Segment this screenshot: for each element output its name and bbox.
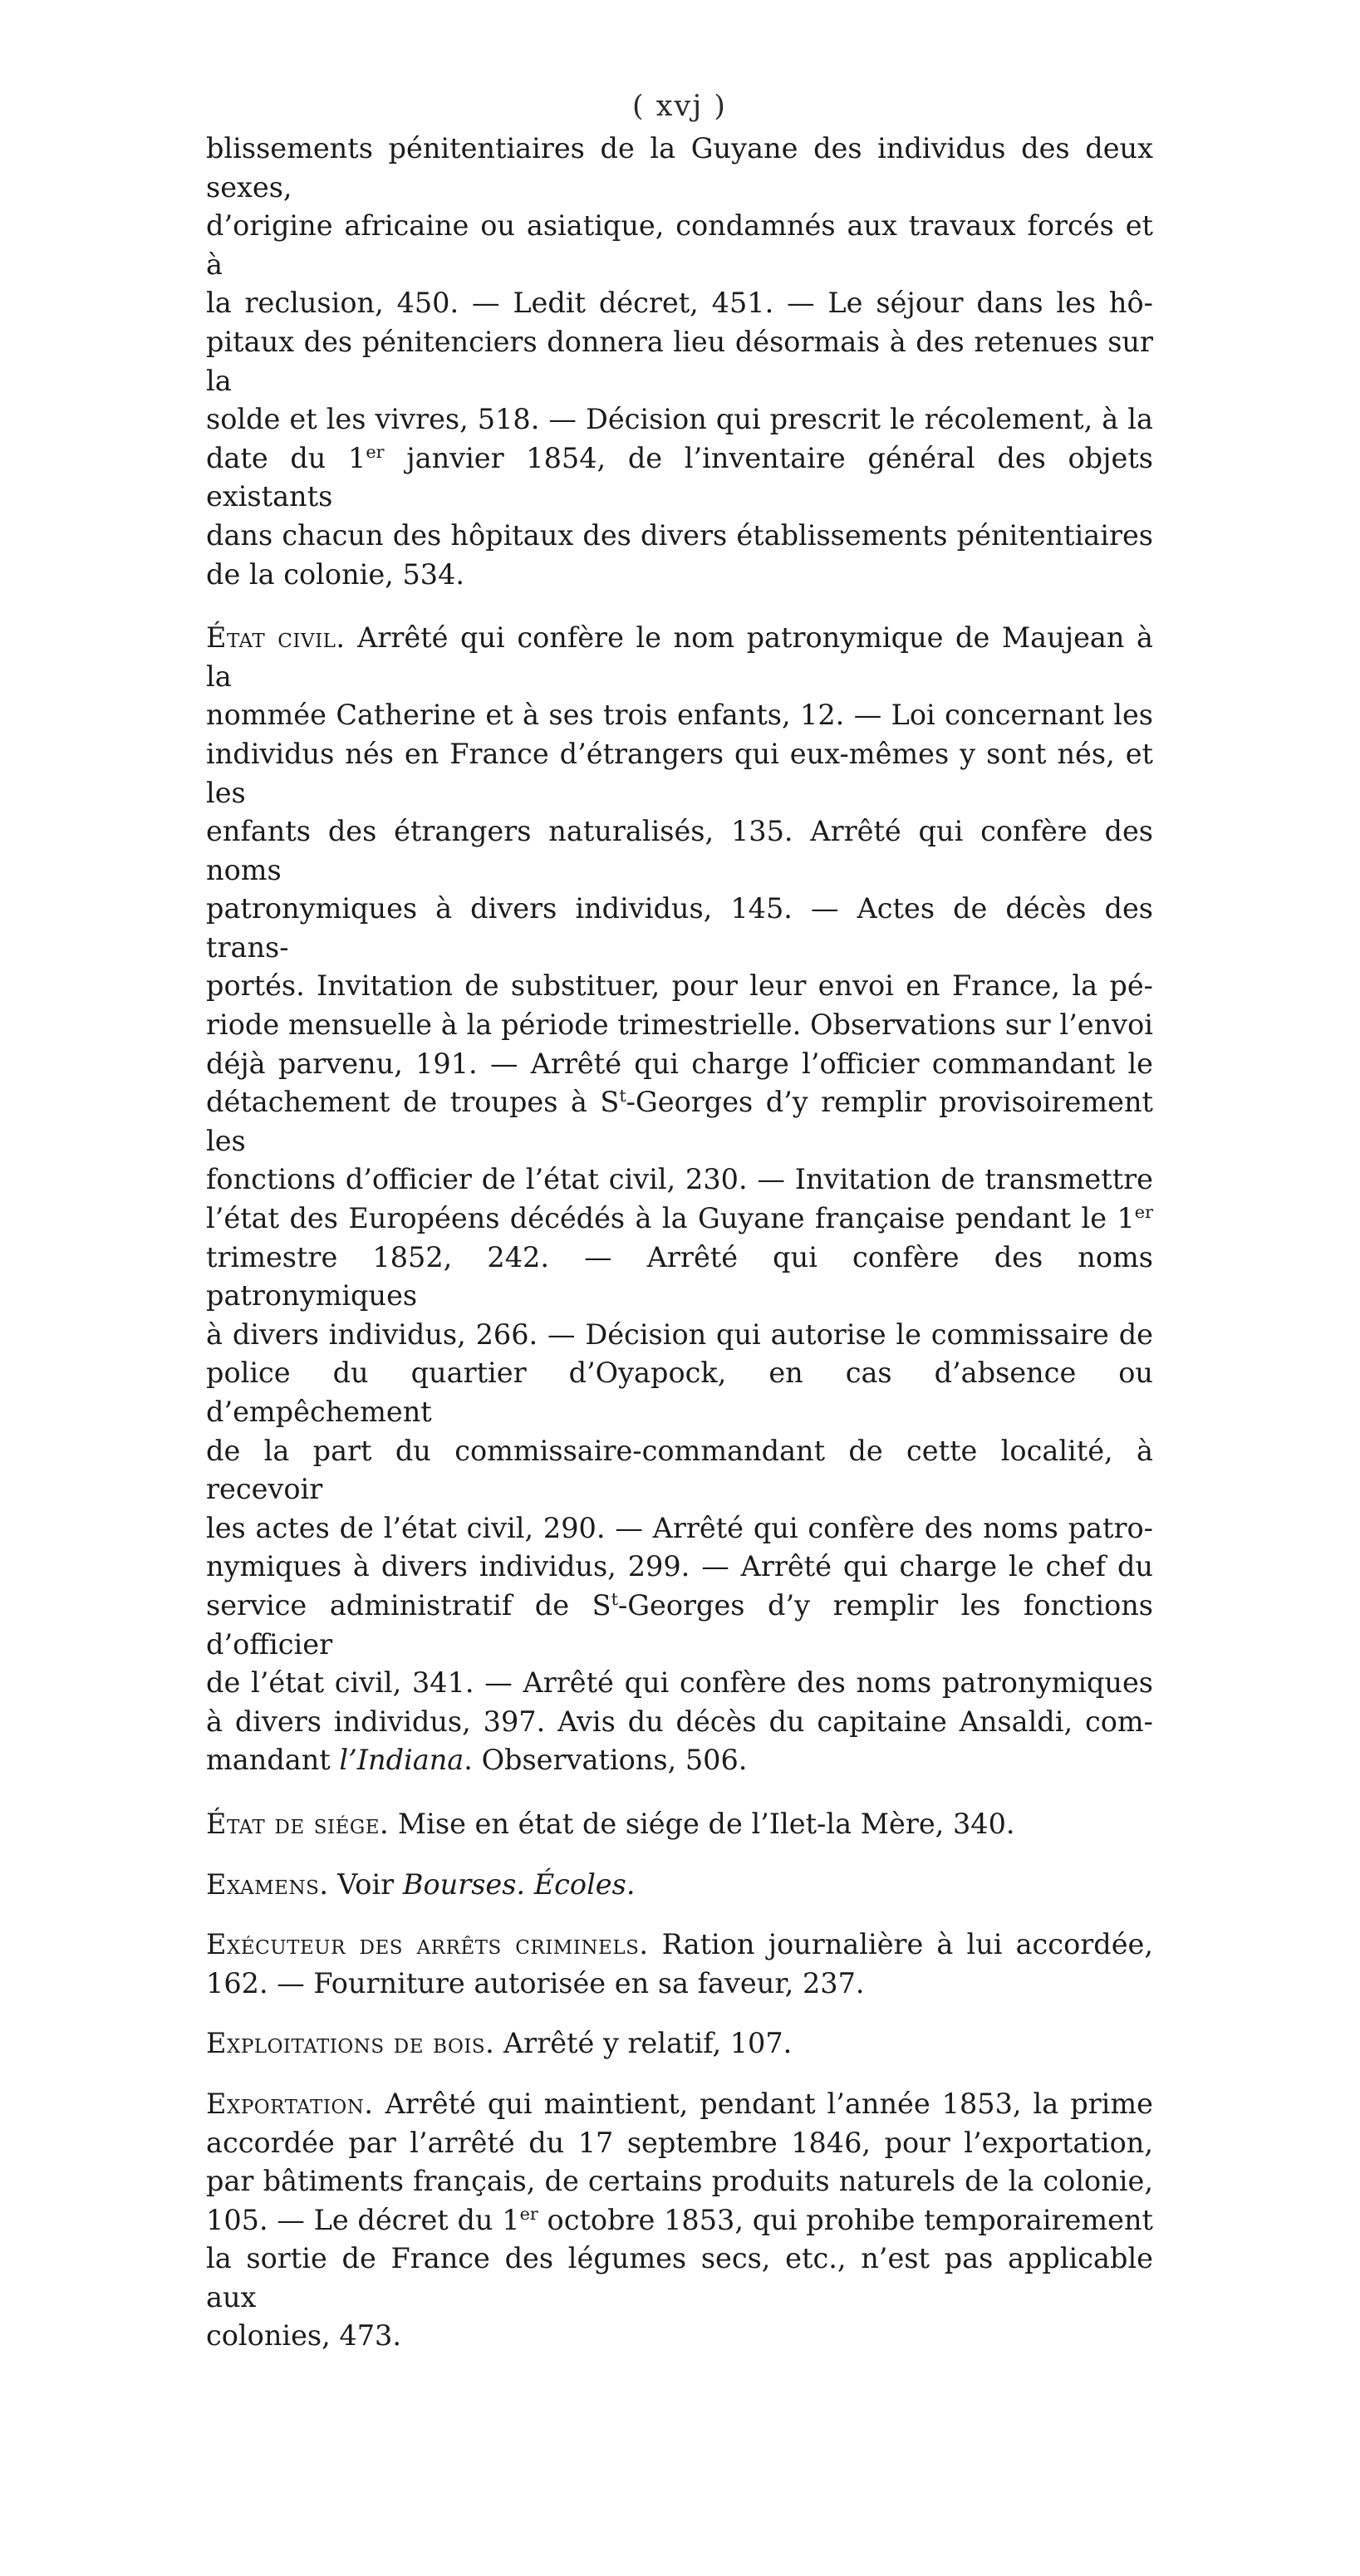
entry-line — [206, 400, 1153, 439]
entry-text: colonies, 473. — [206, 2319, 402, 2353]
entry-line — [206, 1866, 1153, 1905]
entry-line — [206, 1083, 1153, 1160]
entry-text: accordée par l’arrêté du 17 septembre 1846, pour l’exportation, — [206, 2126, 1153, 2159]
entry-line — [206, 2317, 1153, 2356]
index-entry-etablissements-continuation — [206, 130, 1153, 594]
entry-text: trimestre 1852, 242. — Arrêté qui confère des noms patronymiques — [206, 1240, 1153, 1313]
index-entry-examens — [206, 1866, 1153, 1905]
entry-line — [206, 439, 1153, 517]
entry-text: mandant l’Indiana. Observations, 506. — [206, 1744, 748, 1777]
entry-line — [206, 1509, 1153, 1548]
entry-text: dans chacun des hôpitaux des divers établissements pénitentiaires — [206, 518, 1153, 552]
entry-text: l’état des Européens décédés à la Guyane française pendant le 1er — [206, 1201, 1153, 1235]
entry-text: service administratif de $S^t$-Georges d’y remplir les fonctions d’officier — [206, 1588, 1154, 1661]
entry-line — [206, 556, 1153, 595]
entry-line — [206, 1316, 1153, 1355]
entry-headword: Exploitations de bois. — [206, 2027, 495, 2060]
entry-line — [206, 207, 1153, 284]
entry-text: enfants des étrangers naturalisés, 135. Arrêté qui confère des noms — [206, 815, 1153, 886]
index-entry-exploitations — [206, 2024, 1153, 2063]
entry-text: Arrêté qui maintient, pendant l’année 1853, la prime — [385, 2087, 1153, 2120]
entry-text: nymiques à divers individus, 299. — Arrêté qui charge le chef du — [206, 1550, 1153, 1583]
index-entry-exportation — [206, 2085, 1153, 2356]
page-number: ( xvj ) — [632, 90, 727, 123]
entry-line — [206, 619, 1153, 696]
entry-text: détachement de troupes à $S^t$-Georges d’y remplir provisoirement les — [206, 1086, 1153, 1157]
entry-headword: Examens. — [206, 1867, 329, 1901]
entry-line — [206, 1926, 1153, 1965]
entry-line — [206, 2085, 1153, 2124]
entry-text: la reclusion, 450. — Ledit décret, 451. — Le séjour dans les hô- — [206, 287, 1153, 320]
entry-line — [206, 1965, 1153, 2004]
entry-text: de l’état civil, 341. — Arrêté qui confère des noms patronymiques — [206, 1666, 1153, 1700]
entry-line — [206, 284, 1153, 323]
entry-text: déjà parvenu, 191. — Arrêté qui charge l’officier commandant le — [206, 1047, 1153, 1080]
entry-line — [206, 2124, 1153, 2163]
entry-text: nommée Catherine et à ses trois enfants, 12. — Loi concernant les — [206, 699, 1153, 732]
entry-headword: Exécuteur des arrêts criminels. — [206, 1928, 649, 1961]
entry-text: blissements pénitentiaires de la Guyane des individus des deux sexes, — [206, 132, 1153, 204]
entry-line — [206, 1703, 1153, 1742]
entry-text: la sortie de France des légumes secs, etc., n’est pas applicable aux — [206, 2242, 1153, 2313]
entry-text: 162. — Fourniture autorisée en sa faveur, 237. — [206, 1966, 865, 1999]
entry-text: Arrêté y relatif, 107. — [503, 2027, 793, 2060]
entry-line — [206, 517, 1153, 556]
entry-text: riode mensuelle à la période trimestrielle. Observations sur l’envoi — [206, 1008, 1153, 1042]
entry-text: Ration journalière à lui accordée, — [661, 1928, 1153, 1961]
entry-line — [206, 890, 1153, 967]
entry-line — [206, 1045, 1153, 1084]
entry-line — [206, 323, 1153, 400]
entry-text: Voir Bourses. Écoles. — [337, 1867, 636, 1901]
entry-text: d’origine africaine ou asiatique, condamnés aux travaux forcés et à — [206, 209, 1153, 281]
entry-text: Mise en état de siége de l’Ilet-la Mère, 340. — [397, 1807, 1015, 1840]
entry-text: 105. — Le décret du 1er octobre 1853, qui prohibe temporairement — [206, 2203, 1154, 2236]
entry-line — [206, 967, 1153, 1006]
entry-line — [206, 2201, 1153, 2240]
entry-text: patronymiques à divers individus, 145. — Actes de décès des trans- — [206, 892, 1153, 964]
entry-text: de la colonie, 534. — [206, 557, 465, 591]
entry-text: les actes de l’état civil, 290. — Arrêté qui confère des noms patro- — [206, 1511, 1153, 1544]
entry-line — [206, 735, 1153, 812]
entry-line — [206, 1741, 1153, 1780]
entry-line — [206, 1239, 1153, 1316]
entry-line — [206, 1432, 1153, 1509]
entry-line — [206, 1354, 1153, 1431]
index-page — [206, 90, 1153, 2356]
entry-line — [206, 130, 1153, 207]
entry-line — [206, 1200, 1153, 1239]
entry-text: à divers individus, 397. Avis du décès du capitaine Ansaldi, com- — [206, 1705, 1153, 1738]
entry-text: portés. Invitation de substituer, pour leur envoi en France, la pé- — [206, 969, 1153, 1003]
entry-line — [206, 1006, 1153, 1045]
entry-line — [206, 1664, 1153, 1703]
entry-text: de la part du commissaire-commandant de cette localité, à recevoir — [206, 1434, 1153, 1506]
index-entry-etat-civil — [206, 619, 1153, 1780]
entry-line — [206, 2162, 1153, 2201]
entry-headword: Exportation. — [206, 2087, 374, 2120]
entry-text: par bâtiments français, de certains produits naturels de la colonie, — [206, 2165, 1153, 2198]
entry-line — [206, 1160, 1153, 1200]
entry-text: pitaux des pénitenciers donnera lieu désormais à des retenues sur la — [206, 325, 1153, 397]
entry-line — [206, 1805, 1153, 1844]
entry-text: solde et les vivres, 518. — Décision qui prescrit le récolement, à la — [206, 403, 1153, 436]
index-entries — [206, 130, 1153, 2356]
entry-line — [206, 696, 1153, 735]
entry-text: police du quartier d’Oyapock, en cas d’absence ou d’empêchement — [206, 1357, 1153, 1428]
entry-line — [206, 2240, 1153, 2317]
entry-line — [206, 1548, 1153, 1587]
entry-line — [206, 812, 1153, 890]
entry-text: fonctions d’officier de l’état civil, 230. — Invitation de transmettre — [206, 1163, 1153, 1196]
entry-text: à divers individus, 266. — Décision qui autorise le commissaire de — [206, 1317, 1153, 1351]
index-entry-executeur — [206, 1926, 1153, 2003]
entry-line — [206, 1587, 1153, 1664]
entry-text: date du 1er janvier 1854, de l’inventaire général des objets existants — [206, 441, 1153, 513]
entry-line — [206, 2024, 1153, 2063]
index-entry-etat-de-siege — [206, 1805, 1153, 1844]
entry-headword: État civil. — [206, 621, 346, 655]
entry-headword: État de siége. — [206, 1807, 390, 1840]
entry-text: Arrêté qui confère le nom patronymique de Maujean à la — [206, 621, 1153, 693]
entry-text: individus nés en France d’étrangers qui eux-mêmes y sont nés, et les — [206, 737, 1153, 809]
